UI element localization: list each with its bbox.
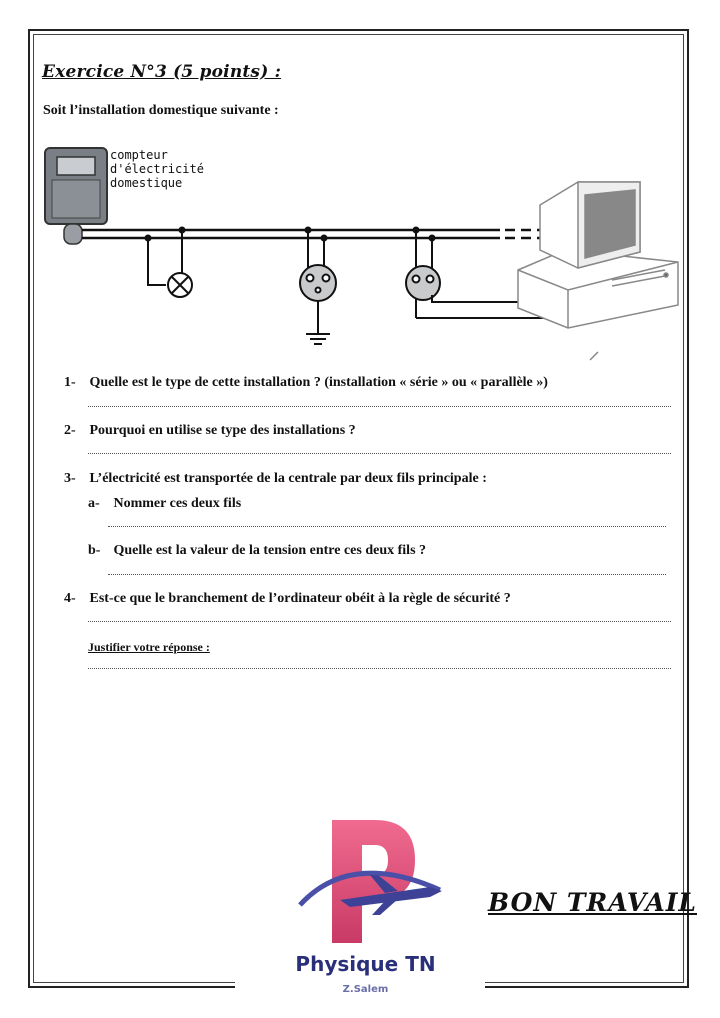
sub-question-text: Nommer ces deux fils: [113, 496, 242, 511]
question-text: L’électricité est transportée de la centrale par deux fils principale :: [89, 471, 487, 486]
question-3b: [88, 543, 426, 559]
question-1: [64, 375, 548, 391]
socket-1: [300, 228, 336, 345]
answer-line-3b[interactable]: [108, 573, 666, 575]
question-number: 4-: [64, 591, 76, 606]
justify-label: Justifier votre réponse :: [88, 640, 210, 654]
brand-author: Z.Salem: [342, 984, 389, 995]
question-4: [64, 591, 511, 607]
sub-question-letter: a-: [88, 496, 100, 511]
physique-tn-logo-icon: [290, 815, 450, 955]
question-3a: [88, 496, 241, 512]
answer-line-2[interactable]: [88, 452, 671, 454]
answer-line-1[interactable]: [88, 405, 671, 407]
question-3: [64, 471, 487, 487]
main-wires: [82, 230, 545, 238]
sub-question-letter: b-: [88, 543, 101, 558]
meter-label-line-3: domestique: [110, 176, 183, 190]
question-number: 3-: [64, 471, 76, 486]
brand-name: Physique TN: [295, 952, 436, 976]
closing-message: BON TRAVAIL: [488, 888, 698, 917]
question-number: 1-: [64, 375, 76, 390]
exercise-intro: Soit l’installation domestique suivante :: [43, 103, 279, 118]
sub-question-text: Quelle est la valeur de la tension entre ces deux fils ?: [113, 543, 427, 558]
computer-icon: [518, 182, 678, 360]
installation-diagram: [0, 0, 720, 370]
question-2: [64, 423, 356, 439]
question-text: Quelle est le type de cette installation ? (installation « série » ou « parallèle »): [89, 375, 548, 390]
question-text: Pourquoi en utilise se type des installations ?: [89, 423, 356, 438]
meter-label-line-2: d'électricité: [110, 162, 204, 176]
answer-line-4[interactable]: [88, 620, 671, 622]
meter-label-line-1: compteur: [110, 148, 168, 162]
exercise-title: Exercice N°3 (5 points) :: [42, 62, 282, 82]
question-text: Est-ce que le branchement de l’ordinateur obéit à la règle de sécurité ?: [89, 591, 511, 606]
answer-line-3a[interactable]: [108, 525, 666, 527]
answer-line-justify[interactable]: [88, 667, 671, 669]
question-number: 2-: [64, 423, 76, 438]
